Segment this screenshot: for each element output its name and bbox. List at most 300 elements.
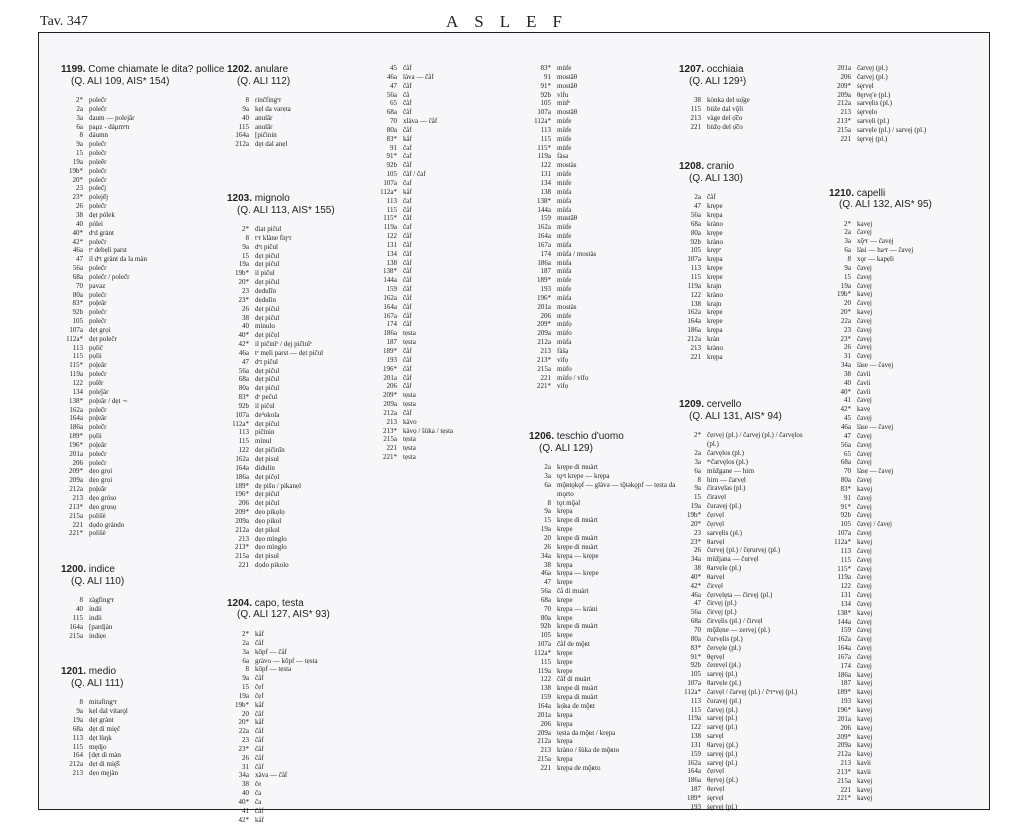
dialect-form: čaf bbox=[403, 196, 412, 205]
locality-code: 9a bbox=[76, 707, 83, 716]
form-row bbox=[227, 384, 335, 393]
locality-code: 31 bbox=[242, 762, 249, 771]
locality-code: 209a bbox=[837, 741, 851, 750]
locality-code: 45 bbox=[390, 64, 397, 72]
form-row bbox=[227, 701, 335, 710]
form-row bbox=[61, 352, 224, 361]
form-row bbox=[227, 305, 335, 314]
locality-code: 206 bbox=[840, 72, 851, 81]
locality-code: 47 bbox=[844, 431, 851, 440]
locality-code: 174 bbox=[540, 249, 551, 258]
atlas-page-frame bbox=[38, 32, 990, 824]
form-row bbox=[679, 785, 803, 794]
entry bbox=[61, 666, 224, 778]
entry-title: occhiaia bbox=[704, 64, 744, 75]
form-row bbox=[679, 741, 803, 750]
dialect-form: kåf bbox=[403, 134, 412, 143]
dialect-form: kràno bbox=[707, 237, 723, 246]
locality-code: 19b* bbox=[69, 166, 83, 175]
form-row bbox=[375, 117, 453, 126]
locality-code: 105 bbox=[540, 631, 551, 640]
locality-code: 115 bbox=[72, 742, 83, 751]
locality-code: 46a bbox=[386, 72, 397, 81]
spacer bbox=[227, 87, 335, 96]
locality-code: 47 bbox=[694, 202, 701, 211]
form-row bbox=[227, 473, 335, 482]
dialect-form: krẹpe bbox=[707, 202, 723, 211]
form-row bbox=[529, 356, 675, 365]
locality-code: 131 bbox=[690, 740, 701, 749]
form-row bbox=[529, 640, 675, 649]
form-row bbox=[61, 494, 224, 503]
dialect-form: kavẹj bbox=[857, 484, 873, 493]
locality-code: 105 bbox=[840, 520, 851, 529]
form-row bbox=[529, 267, 675, 276]
form-row bbox=[61, 123, 224, 132]
locality-code: 65 bbox=[844, 449, 851, 458]
dialect-form: kåf bbox=[255, 700, 264, 709]
dialect-form: θarvẹle (pl.) bbox=[707, 679, 742, 688]
locality-code: 70 bbox=[694, 625, 701, 634]
dialect-form: čavẹj bbox=[857, 493, 872, 502]
locality-code: 19a bbox=[840, 281, 851, 290]
form-row bbox=[529, 658, 675, 667]
dialect-form: kavẹj bbox=[857, 608, 873, 617]
locality-code: 107a bbox=[687, 255, 701, 264]
locality-code: 115 bbox=[540, 134, 551, 143]
spacer bbox=[829, 211, 932, 220]
locality-code: 80a bbox=[840, 476, 851, 485]
form-row bbox=[375, 382, 453, 391]
dialect-form: mùfa bbox=[557, 205, 572, 214]
dialect-form: čavẹj bbox=[857, 635, 872, 644]
form-row bbox=[61, 140, 224, 149]
entry bbox=[61, 64, 224, 538]
dialect-form: čavẹj bbox=[857, 599, 872, 608]
form-row bbox=[61, 521, 224, 530]
dialect-form: mùfe bbox=[557, 64, 572, 72]
column-4 bbox=[529, 64, 675, 773]
form-row bbox=[529, 631, 675, 640]
dialect-form: dẹo grọi bbox=[89, 467, 113, 476]
locality-code: 119a bbox=[537, 666, 551, 675]
dialect-form: tẹsta bbox=[403, 400, 416, 409]
dialect-form: čavẹj bbox=[857, 228, 872, 237]
form-row bbox=[227, 340, 335, 349]
form-row bbox=[679, 220, 803, 229]
locality-code: 196* bbox=[383, 364, 397, 373]
dialect-form: polečj bbox=[89, 184, 107, 193]
form-row bbox=[61, 698, 224, 707]
form-row bbox=[529, 702, 675, 711]
locality-code: 2* bbox=[844, 219, 851, 228]
locality-code: 119a bbox=[687, 714, 701, 723]
locality-code: 9a bbox=[694, 484, 701, 493]
form-row bbox=[227, 446, 335, 455]
locality-code: 20 bbox=[242, 709, 249, 718]
locality-code: 186a bbox=[383, 329, 397, 338]
dialect-form: dẹo męjàn bbox=[89, 769, 118, 778]
dialect-form: čirvẹj (pl.) bbox=[707, 599, 737, 608]
locality-code: 119a bbox=[69, 370, 83, 379]
dialect-form: dìat pičul bbox=[255, 225, 282, 234]
entry bbox=[227, 598, 335, 825]
dialect-form: čavìi bbox=[857, 387, 871, 396]
locality-code: 15 bbox=[242, 251, 249, 260]
locality-code: 105 bbox=[690, 246, 701, 255]
dialect-form: čavẹj bbox=[857, 343, 872, 352]
dialect-form: dẹt pičul bbox=[255, 304, 280, 313]
form-row bbox=[829, 237, 932, 246]
spacer bbox=[227, 216, 335, 225]
locality-code: 215a bbox=[235, 552, 249, 561]
dialect-form: poleẽr bbox=[89, 157, 107, 166]
locality-code: 92b bbox=[690, 237, 701, 246]
dialect-form: kavẹj bbox=[857, 290, 873, 299]
form-row bbox=[61, 596, 224, 605]
locality-code: 105 bbox=[540, 99, 551, 108]
locality-code: 8 bbox=[245, 665, 249, 674]
locality-code: 46a bbox=[238, 348, 249, 357]
dialect-form: čarvęlos (pl.) bbox=[707, 449, 744, 458]
locality-code: 26 bbox=[76, 202, 83, 211]
locality-code: 6a bbox=[242, 656, 249, 665]
form-row bbox=[829, 733, 932, 742]
dialect-form: polečr bbox=[89, 202, 107, 211]
dialect-form: čuravẹj (pl.) bbox=[707, 502, 742, 511]
locality-code: 213 bbox=[386, 417, 397, 426]
dialect-form: tᵉ mẹli parst — dẹt pičul bbox=[255, 348, 324, 357]
dialect-form: sarvẹlis (pl.) bbox=[707, 528, 742, 537]
form-row bbox=[375, 250, 453, 259]
entry-title: mignolo bbox=[252, 193, 290, 205]
locality-code: 221 bbox=[386, 444, 397, 453]
form-row bbox=[61, 131, 224, 140]
form-row bbox=[529, 684, 675, 693]
dialect-form: mǭʀtǫkǫf — glàvǝ — tǭtǝkǫpf — tẹsta da bbox=[557, 480, 676, 489]
dialect-form: polečr / polečr bbox=[89, 272, 130, 281]
locality-code: 107a bbox=[837, 529, 851, 538]
locality-code: 162a bbox=[69, 405, 83, 414]
form-row bbox=[529, 737, 675, 746]
dialect-form: vàge del ọ̄čo bbox=[707, 113, 743, 122]
dialect-form: čavẹj bbox=[857, 458, 872, 467]
locality-code: 2a bbox=[694, 193, 701, 202]
locality-code: 174 bbox=[386, 320, 397, 329]
form-row bbox=[227, 411, 335, 420]
dialect-form: čẹrvẹl bbox=[707, 511, 725, 519]
form-row bbox=[829, 538, 932, 547]
dialect-form: paμz - dáμmᵉn bbox=[89, 122, 130, 131]
dialect-form: kåf bbox=[255, 718, 264, 727]
dialect-form: čåf bbox=[255, 762, 264, 771]
locality-code: 92b bbox=[690, 661, 701, 670]
form-row bbox=[679, 211, 803, 220]
dialect-form: čavẹj bbox=[857, 440, 872, 449]
form-row bbox=[679, 264, 803, 273]
dialect-form: dedulīn bbox=[255, 286, 276, 295]
form-row bbox=[227, 807, 335, 816]
form-row bbox=[529, 552, 675, 561]
locality-code: 8 bbox=[79, 131, 83, 140]
dialect-form: čaf bbox=[403, 178, 412, 187]
dialect-form: krẹpa bbox=[557, 719, 573, 728]
dialect-form: čavẹj bbox=[857, 299, 872, 308]
form-row bbox=[61, 246, 224, 255]
dialect-form: čåf bbox=[403, 382, 412, 391]
dialect-form: krẹpe bbox=[707, 317, 723, 326]
dialect-form: čåf bbox=[403, 355, 412, 364]
form-row bbox=[529, 569, 675, 578]
locality-code: 122 bbox=[840, 582, 851, 591]
dialect-form: čåf bbox=[403, 232, 412, 241]
entry bbox=[227, 193, 335, 570]
locality-code: 2a bbox=[544, 463, 551, 472]
dialect-form: poļeǎr / dẹt ∼ bbox=[89, 396, 129, 405]
dialect-form: polišè bbox=[89, 529, 106, 538]
form-row bbox=[529, 472, 675, 481]
locality-code: 221 bbox=[540, 763, 551, 772]
locality-code: 115 bbox=[386, 205, 397, 214]
locality-code: 134 bbox=[540, 178, 551, 187]
dialect-form: dáumn bbox=[89, 131, 109, 140]
dialect-form: čavẹj bbox=[857, 431, 872, 440]
form-row bbox=[227, 552, 335, 561]
column-5 bbox=[679, 64, 803, 812]
form-row bbox=[61, 379, 224, 388]
dialect-form: dẹo mìnglo bbox=[255, 534, 287, 543]
dialect-form: kōpf — tẹsta bbox=[255, 665, 292, 674]
dialect-form: mostàs bbox=[557, 161, 577, 170]
dialect-form: čurvẹlis (pl.) bbox=[707, 634, 743, 643]
form-row bbox=[61, 450, 224, 459]
locality-code: 46a bbox=[840, 423, 851, 431]
locality-code: 164a bbox=[69, 414, 83, 423]
form-row bbox=[227, 535, 335, 544]
dialect-form: [pičinin bbox=[255, 131, 277, 140]
locality-code: 112a* bbox=[66, 334, 83, 343]
form-row bbox=[829, 388, 932, 397]
form-row bbox=[227, 648, 335, 657]
dialect-form: polečr bbox=[89, 96, 107, 104]
form-row bbox=[227, 674, 335, 683]
locality-code: 138* bbox=[69, 396, 83, 405]
locality-code: 112a* bbox=[834, 537, 851, 546]
locality-code: 107a bbox=[537, 108, 551, 117]
dialect-form: mùfa / mostàs bbox=[557, 249, 597, 258]
form-row bbox=[61, 751, 224, 760]
dialect-form: čå bbox=[403, 90, 410, 99]
locality-code: 40 bbox=[242, 789, 249, 798]
form-row bbox=[227, 639, 335, 648]
locality-code: 40* bbox=[72, 228, 83, 237]
locality-code: 213 bbox=[540, 746, 551, 755]
locality-code: 131 bbox=[840, 591, 851, 600]
dialect-form: ča bbox=[255, 789, 262, 798]
form-row bbox=[679, 555, 803, 564]
dialect-form: čåf bbox=[403, 205, 412, 214]
form-row bbox=[375, 427, 453, 436]
locality-code: 38 bbox=[544, 560, 551, 569]
entry-number: 1204. bbox=[227, 597, 253, 609]
dialect-form: làse — čavẹj bbox=[857, 423, 894, 431]
form-row bbox=[829, 529, 932, 538]
locality-code: 113 bbox=[72, 343, 83, 352]
dialect-form: tẹsta da mǭʀt / krẹpa bbox=[557, 728, 616, 737]
entry-number: 1206. bbox=[529, 431, 555, 443]
form-row bbox=[375, 329, 453, 338]
locality-code: 23* bbox=[840, 334, 851, 343]
form-row bbox=[375, 320, 453, 329]
dialect-form: čavẹj bbox=[857, 661, 872, 670]
form-row bbox=[529, 144, 675, 153]
dialect-form: dọdo pikolo bbox=[255, 561, 289, 570]
form-row bbox=[375, 338, 453, 347]
dialect-form: fàšạ bbox=[557, 347, 569, 355]
locality-code: 193 bbox=[540, 285, 551, 294]
dialect-form: kavẹj bbox=[857, 308, 873, 317]
atlas-title: ASLEF bbox=[446, 12, 578, 31]
form-row bbox=[227, 543, 335, 552]
locality-code: 212a bbox=[837, 99, 851, 108]
form-row bbox=[829, 715, 932, 724]
locality-code: 113 bbox=[840, 546, 851, 555]
form-row bbox=[829, 741, 932, 750]
form-row bbox=[227, 508, 335, 517]
form-row bbox=[679, 431, 803, 440]
form-row bbox=[829, 635, 932, 644]
locality-code: 112a* bbox=[534, 117, 551, 126]
form-row bbox=[829, 317, 932, 326]
form-row bbox=[227, 490, 335, 499]
dialect-form: čarvẹj (pl.) bbox=[707, 705, 738, 714]
dialect-form: il pičul bbox=[255, 401, 275, 410]
locality-code: 8 bbox=[847, 254, 851, 263]
locality-code: 209a bbox=[837, 90, 851, 99]
dialect-form: čåf bbox=[403, 125, 412, 134]
entry-heading bbox=[61, 564, 224, 576]
locality-code: 201a bbox=[69, 449, 83, 458]
locality-code: 19b* bbox=[235, 700, 249, 709]
locality-code: 83* bbox=[840, 484, 851, 493]
form-row bbox=[529, 82, 675, 91]
form-row bbox=[61, 344, 224, 353]
form-row bbox=[829, 370, 932, 379]
form-row bbox=[61, 725, 224, 734]
form-row bbox=[679, 617, 803, 626]
locality-code: 115 bbox=[238, 437, 249, 446]
form-row bbox=[679, 476, 803, 485]
dialect-form: čåf bbox=[403, 267, 412, 276]
entry-title: cervello bbox=[704, 399, 742, 411]
locality-code: 115* bbox=[837, 564, 851, 573]
dialect-form: krẹpa — krẹpe bbox=[557, 551, 599, 560]
locality-code: 221* bbox=[383, 453, 397, 462]
dialect-form: mostǎθ bbox=[557, 72, 578, 81]
locality-code: 19b* bbox=[837, 290, 851, 299]
form-row bbox=[829, 423, 932, 432]
dialect-form: krẹpe bbox=[557, 525, 573, 534]
form-row bbox=[61, 441, 224, 450]
dialect-form: dẹo pikol bbox=[255, 516, 282, 525]
locality-code: 213 bbox=[238, 534, 249, 543]
locality-code: 20* bbox=[840, 308, 851, 317]
locality-code: 92b bbox=[540, 90, 551, 99]
locality-code: 23* bbox=[238, 744, 249, 753]
form-row bbox=[61, 211, 224, 220]
locality-code: 164a bbox=[537, 232, 551, 241]
locality-code: 26 bbox=[694, 546, 701, 555]
dialect-form: polečr bbox=[89, 264, 107, 273]
locality-code: 70 bbox=[76, 281, 83, 290]
form-row bbox=[679, 229, 803, 238]
locality-code: 159 bbox=[540, 214, 551, 223]
form-row bbox=[61, 632, 224, 641]
form-row bbox=[375, 223, 453, 232]
dialect-form: krẹpe bbox=[557, 666, 573, 675]
form-row bbox=[529, 764, 675, 773]
dialect-form: čaf bbox=[403, 152, 412, 161]
dialect-form: poleǰàr bbox=[89, 387, 109, 396]
locality-code: 113 bbox=[386, 196, 397, 205]
dialect-form: polečr bbox=[89, 317, 107, 326]
form-row bbox=[227, 692, 335, 701]
locality-code: 164a bbox=[537, 702, 551, 710]
entry-source: (Q. ALI 109, AIS* 154) bbox=[71, 75, 170, 87]
locality-code: 91* bbox=[386, 152, 397, 161]
dialect-form: índii bbox=[89, 605, 102, 614]
form-row bbox=[679, 123, 803, 132]
locality-code: 212a bbox=[235, 140, 249, 149]
locality-code: 26 bbox=[844, 343, 851, 352]
dialect-form: mùfe bbox=[557, 276, 572, 285]
locality-code: 68a bbox=[72, 272, 83, 281]
form-row bbox=[829, 520, 932, 529]
locality-code: 91 bbox=[844, 493, 851, 502]
locality-code: 112a* bbox=[534, 648, 551, 657]
locality-code: 38 bbox=[844, 369, 851, 378]
dialect-form: pavaz bbox=[89, 281, 106, 290]
dialect-form: il dᵉt grànt da la màn bbox=[89, 255, 147, 264]
locality-code: 2* bbox=[694, 431, 701, 440]
form-row bbox=[529, 108, 675, 117]
locality-code: 212a bbox=[837, 750, 851, 759]
form-row bbox=[529, 276, 675, 285]
locality-code: 112a* bbox=[684, 687, 701, 696]
form-row bbox=[61, 326, 224, 335]
locality-code: 213 bbox=[840, 108, 851, 117]
form-row bbox=[375, 400, 453, 409]
dialect-form: fàsa bbox=[557, 152, 569, 161]
spacer bbox=[529, 454, 675, 463]
entry-heading bbox=[829, 188, 932, 200]
form-row bbox=[829, 794, 932, 803]
dialect-form: sarvẹj (pl.) bbox=[707, 749, 738, 758]
locality-code: 221 bbox=[690, 122, 701, 131]
locality-code: 41 bbox=[844, 396, 851, 405]
locality-code: 83* bbox=[386, 134, 397, 143]
dialect-form: čåf bbox=[403, 311, 412, 320]
entry-number: 1207. bbox=[679, 64, 705, 75]
entry bbox=[679, 64, 803, 131]
form-row bbox=[227, 630, 335, 639]
locality-code: 209* bbox=[235, 508, 249, 517]
locality-code: 193 bbox=[690, 802, 701, 811]
dialect-form: kavẹj bbox=[857, 723, 873, 732]
locality-code: 221* bbox=[537, 382, 551, 391]
locality-code: 164 bbox=[72, 751, 83, 760]
form-row bbox=[529, 622, 675, 631]
